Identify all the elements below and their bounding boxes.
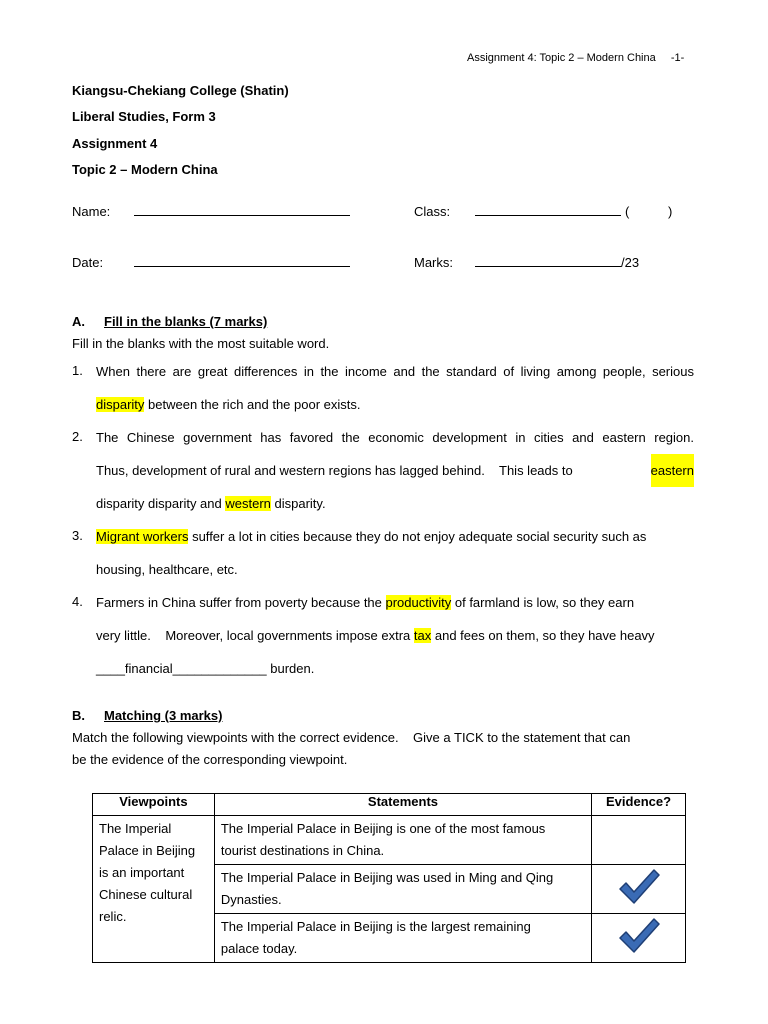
statement-cell — [214, 914, 591, 963]
name-field[interactable] — [134, 203, 350, 219]
q4-answer-tax: tax — [413, 628, 432, 643]
statement-line: palace today. — [220, 941, 298, 956]
statement-cell — [214, 816, 591, 865]
q4-line3-end: burden. — [266, 661, 315, 676]
checkmark-icon — [617, 867, 661, 907]
topic-title: Topic 2 – Modern China — [72, 162, 218, 177]
q3-text — [96, 520, 694, 586]
q4-text — [96, 586, 694, 685]
q2-answer-eastern: eastern — [651, 454, 694, 487]
assignment-title: Assignment 4 — [72, 136, 158, 151]
q3-answer: Migrant workers — [96, 529, 189, 544]
q2-line2-text: Thus, development of rural and western regions has lagged behind. This leads to — [96, 463, 573, 478]
statement-cell — [214, 865, 591, 914]
header-viewpoints: Viewpoints — [93, 794, 215, 816]
checkmark-icon — [617, 916, 661, 956]
statement-line: Dynasties. — [220, 892, 282, 907]
evidence-cell-2[interactable] — [592, 865, 686, 914]
header-statements: Statements — [214, 794, 591, 816]
q1-number: 1. — [72, 363, 83, 378]
q1-line2 — [96, 388, 694, 421]
name-label: Name: — [72, 204, 111, 219]
header-evidence: Evidence? — [592, 794, 686, 816]
q3-line2: housing, healthcare, etc. — [96, 562, 238, 577]
statement-line: The Imperial Palace in Beijing is the largest remaining — [220, 919, 531, 934]
q3-line1 — [96, 520, 694, 553]
marks-label: Marks: — [414, 255, 453, 270]
statement-line: The Imperial Palace in Beijing was used in Ming and Qing — [220, 870, 554, 885]
section-a-letter: A. — [72, 314, 85, 329]
date-field[interactable] — [134, 254, 350, 270]
table-row — [93, 816, 686, 865]
table-header-row — [93, 794, 686, 816]
q4-blank-post: _____________ — [172, 661, 267, 676]
marks-total: /23 — [621, 255, 640, 270]
class-field[interactable] — [475, 203, 621, 219]
q1-answer: disparity — [96, 397, 145, 412]
q1-text — [96, 355, 694, 421]
viewpoint-line: Palace in Beijing — [99, 843, 196, 858]
page-number: -1- — [670, 52, 685, 64]
q4-answer-productivity: productivity — [385, 595, 452, 610]
q2-line1: The Chinese government has favored the economic development in cities and eastern region. — [96, 430, 694, 445]
q2-number: 2. — [72, 429, 83, 444]
section-b-instruction-line2: be the evidence of the corresponding viewpoint. — [72, 752, 348, 767]
school-name: Kiangsu-Chekiang College (Shatin) — [72, 83, 289, 98]
q4-line3 — [96, 652, 694, 685]
marks-field[interactable] — [475, 254, 621, 270]
statement-line: The Imperial Palace in Beijing is one of the most famous — [220, 821, 546, 836]
q4-number: 4. — [72, 594, 83, 609]
viewpoint-line: relic. — [99, 909, 127, 924]
viewpoint-cell — [93, 816, 215, 963]
q4-line1 — [96, 586, 694, 619]
q1-rest: between the rich and the poor exists. — [144, 397, 361, 412]
q4-blank-pre: ____ — [96, 661, 125, 676]
matching-table — [92, 793, 686, 963]
q4-post: of farmland is low, so they earn — [451, 595, 635, 610]
q1-line1: When there are great differences in the income and the standard of living among people, serious — [96, 364, 694, 379]
q2-answer-western: western — [225, 496, 271, 511]
q3-rest: suffer a lot in cities because they do not enjoy adequate social security such as — [188, 529, 647, 544]
viewpoint-line: Chinese cultural — [99, 887, 193, 902]
section-a-heading: Fill in the blanks (7 marks) — [104, 314, 268, 329]
section-b-letter: B. — [72, 708, 85, 723]
evidence-cell-3[interactable] — [592, 914, 686, 963]
viewpoint-line: The Imperial — [99, 821, 172, 836]
date-label: Date: — [72, 255, 104, 270]
class-number-close: ) — [668, 204, 673, 219]
class-number-open: ( — [625, 204, 630, 219]
q4-answer-financial: financial — [124, 661, 173, 676]
q4-line2 — [96, 619, 694, 652]
section-a-instruction: Fill in the blanks with the most suitable word. — [72, 336, 330, 351]
running-header — [467, 52, 684, 64]
q4-line2-pre: very little. Moreover, local governments impose extra — [96, 628, 414, 643]
evidence-cell-1[interactable] — [592, 816, 686, 865]
section-b-heading: Matching (3 marks) — [104, 708, 223, 723]
q2-line3: disparity disparity and western disparity. — [96, 496, 326, 511]
q2-end: disparity. — [270, 496, 326, 511]
running-header-title: Assignment 4: Topic 2 – Modern China — [467, 52, 656, 64]
viewpoint-line: is an important — [99, 865, 185, 880]
class-label: Class: — [414, 204, 451, 219]
q3-number: 3. — [72, 528, 83, 543]
q2-text — [96, 421, 694, 520]
q4-line2-post: and fees on them, so they have heavy — [431, 628, 655, 643]
subject-line: Liberal Studies, Form 3 — [72, 109, 216, 124]
q4-pre: Farmers in China suffer from poverty because the — [96, 595, 386, 610]
q2-line2 — [96, 454, 694, 487]
section-b-instruction-line1: Match the following viewpoints with the correct evidence. Give a TICK to the statement that can — [72, 730, 631, 745]
statement-line: tourist destinations in China. — [220, 843, 385, 858]
q2-mid: disparity and — [144, 496, 226, 511]
